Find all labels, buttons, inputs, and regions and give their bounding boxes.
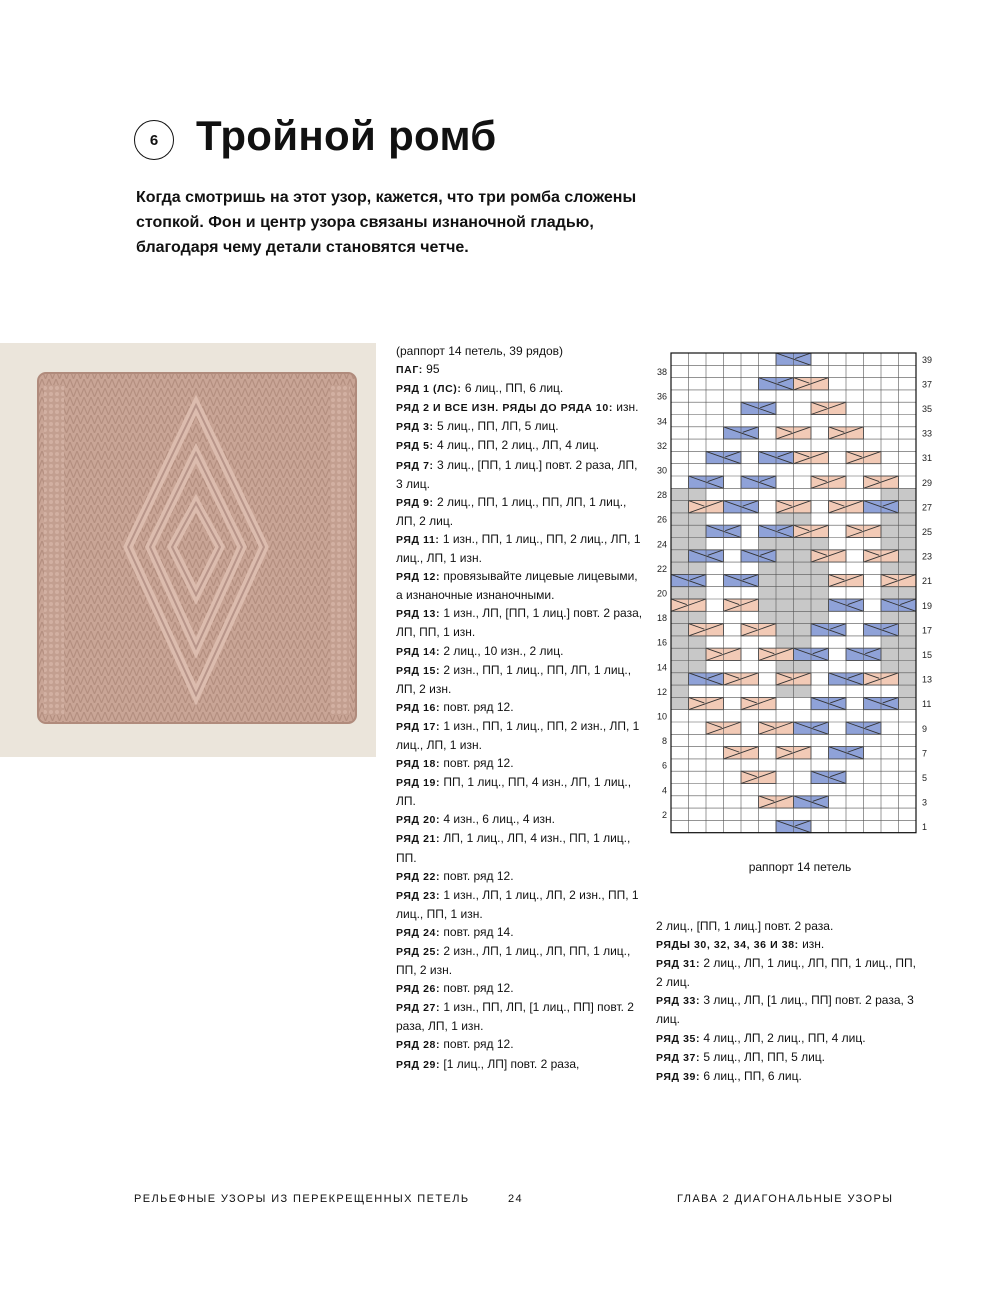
instruction-row-text: 2 лиц., ПП, 1 лиц., ПП, ЛП, 1 лиц., ЛП, 2 лиц. — [396, 494, 627, 528]
instruction-row-text: 6 лиц., ПП, 6 лиц. — [700, 1068, 802, 1083]
instruction-row-label: РЯД 29: — [396, 1058, 441, 1071]
instruction-row-text: 1 изн., ПП, ЛП, [1 лиц., ПП] повт. 2 раза, ЛП, 1 изн. — [396, 1000, 634, 1034]
instruction-row-text: ПП, 1 лиц., ПП, 4 изн., ЛП, 1 лиц., ЛП. — [396, 775, 632, 809]
instruction-row — [396, 923, 646, 942]
instruction-row — [396, 456, 646, 493]
page-number: 24 — [508, 1193, 524, 1205]
instruction-row-text: 2 изн., ЛП, 1 лиц., ЛП, ПП, 1 лиц., ПП, 2 изн. — [396, 944, 631, 978]
right-row-number: 1 — [922, 822, 928, 833]
instruction-row-label: РЯД 15: — [396, 664, 441, 677]
instruction-row-label: РЯД 20: — [396, 814, 441, 827]
right-row-number: 5 — [922, 773, 928, 784]
instruction-row-label: РЯД 23: — [396, 889, 441, 902]
instruction-row-label: РЯД 33: — [656, 995, 701, 1008]
instruction-row-label: РЯД 35: — [656, 1032, 701, 1045]
instruction-row-label: РЯД 19: — [396, 777, 441, 790]
right-row-number: 33 — [922, 428, 933, 439]
left-row-number: 12 — [656, 686, 667, 697]
right-row-number: 9 — [922, 723, 928, 734]
instructions-column-2 — [656, 917, 916, 1086]
instruction-row-label: РЯД 1 (ЛС): — [396, 383, 462, 396]
left-row-number: 38 — [656, 367, 667, 378]
instruction-row-label: РЯД 27: — [396, 1002, 441, 1015]
instruction-row — [396, 810, 646, 829]
right-row-number: 19 — [922, 600, 933, 611]
instruction-row — [396, 398, 646, 417]
instruction-row-text: 2 лиц., ЛП, 1 лиц., ЛП, ПП, 1 лиц., ПП, 2 лиц. — [656, 956, 916, 990]
instruction-row-label: РЯД 28: — [396, 1039, 441, 1052]
instruction-row-label: РЯД 13: — [396, 608, 441, 621]
knitting-chart — [648, 348, 968, 848]
right-row-number: 25 — [922, 527, 933, 538]
left-row-number: 28 — [656, 490, 667, 501]
instruction-row-text: 3 лиц., [ПП, 1 лиц.] повт. 2 раза, ЛП, 3 лиц. — [396, 457, 638, 491]
instruction-row-text: 2 лиц., 10 изн., 2 лиц. — [440, 643, 564, 658]
right-row-number: 35 — [922, 404, 933, 415]
instruction-row-label: РЯД 18: — [396, 758, 441, 771]
instruction-row — [396, 360, 646, 379]
instruction-row-text: повт. ряд 12. — [440, 756, 514, 771]
instruction-row — [396, 829, 646, 866]
chart-caption: раппорт 14 петель — [748, 860, 852, 874]
right-row-number: 31 — [922, 453, 933, 464]
swatch-photo — [0, 343, 376, 757]
instruction-row — [396, 773, 646, 810]
instruction-row-label: РЯД 7: — [396, 459, 434, 472]
instruction-row — [656, 1048, 916, 1067]
instruction-row-label: РЯД 31: — [656, 958, 701, 971]
instruction-row-text: [1 лиц., ЛП] повт. 2 раза, — [440, 1056, 580, 1071]
instruction-row-label: РЯД 5: — [396, 440, 434, 453]
instruction-row-label: РЯД 3: — [396, 421, 434, 434]
instruction-row-text: 1 изн., ЛП, 1 лиц., ЛП, 2 изн., ПП, 1 лиц., ПП, 1 изн. — [396, 887, 639, 921]
instruction-row-label: РЯД 21: — [396, 833, 441, 846]
instruction-row-text: 1 изн., ПП, 1 лиц., ПП, 2 изн., ЛП, 1 лиц., ЛП, 1 изн. — [396, 718, 640, 752]
instruction-row-label: РЯД 12: — [396, 571, 441, 584]
instruction-row-text: 5 лиц., ПП, ЛП, 5 лиц. — [433, 419, 559, 434]
instruction-row-text: повт. ряд 12. — [440, 868, 514, 883]
right-row-number: 11 — [922, 699, 932, 710]
left-row-number: 24 — [656, 539, 667, 550]
instruction-row — [396, 661, 646, 698]
instruction-row-text: 6 лиц., ПП, 6 лиц. — [461, 381, 564, 396]
instruction-row — [396, 567, 646, 604]
left-row-number: 4 — [661, 785, 667, 796]
instruction-row-label: РЯД 2 И ВСЕ ИЗН. РЯДЫ ДО РЯДА 10: — [396, 402, 613, 415]
instruction-row — [396, 530, 646, 567]
instruction-row-text: повт. ряд 12. — [440, 981, 514, 996]
instruction-row — [656, 935, 916, 954]
right-row-number: 23 — [922, 551, 933, 562]
instruction-row-text: ЛП, 1 лиц., ЛП, 4 изн., ПП, 1 лиц., ПП. — [396, 831, 631, 865]
instruction-row — [396, 1035, 646, 1054]
left-row-number: 8 — [661, 736, 667, 747]
instruction-row-label: РЯД 9: — [396, 496, 434, 509]
instruction-row-text: изн. — [798, 937, 825, 952]
instruction-row-text: повт. ряд 12. — [440, 1037, 514, 1052]
instruction-row-label: РЯД 22: — [396, 870, 441, 883]
right-row-number: 15 — [922, 650, 933, 661]
right-row-number: 39 — [922, 354, 933, 365]
instruction-row — [396, 698, 646, 717]
instruction-row — [656, 954, 916, 991]
left-row-number: 34 — [656, 416, 667, 427]
right-row-number: 3 — [922, 797, 928, 808]
right-row-number: 29 — [922, 477, 933, 488]
instruction-row-label: РЯД 39: — [656, 1070, 701, 1083]
left-row-number: 6 — [661, 760, 667, 771]
instruction-row-label: РЯД 26: — [396, 983, 441, 996]
instruction-row-text: 4 лиц., ЛП, 2 лиц., ПП, 4 лиц. — [700, 1030, 866, 1045]
instruction-row-text: 5 лиц., ЛП, ПП, 5 лиц. — [700, 1049, 825, 1064]
page-title: Тройной ромб — [196, 112, 497, 159]
right-row-number: 21 — [922, 576, 933, 587]
pattern-number-badge — [134, 120, 174, 160]
instruction-row-text: 2 лиц., [ПП, 1 лиц.] повт. 2 раза. — [656, 919, 834, 933]
instruction-row-text: 2 изн., ПП, 1 лиц., ПП, ЛП, 1 лиц., ЛП, 2 изн. — [396, 662, 632, 696]
instruction-row-text: изн. — [612, 400, 639, 415]
instruction-row — [396, 436, 646, 455]
right-row-number: 7 — [922, 748, 928, 759]
instruction-row-label: РЯД 37: — [656, 1051, 701, 1064]
left-row-number: 26 — [656, 514, 667, 525]
instruction-row — [396, 1055, 646, 1074]
instruction-row — [396, 754, 646, 773]
instruction-row — [396, 886, 646, 923]
instruction-row — [396, 493, 646, 530]
instruction-row — [396, 642, 646, 661]
instruction-row — [396, 942, 646, 979]
right-row-number: 13 — [922, 674, 933, 685]
instruction-row-label: РЯД 25: — [396, 946, 441, 958]
instruction-row — [396, 604, 646, 641]
instruction-row — [396, 998, 646, 1035]
instruction-row-text: 95 — [422, 362, 440, 377]
right-row-number: 17 — [922, 625, 933, 636]
instruction-row — [656, 917, 916, 935]
instruction-row-text: провязывайте лицевые лицевыми, а изнаночные изнаночными. — [396, 569, 638, 603]
instruction-row-text: повт. ряд 12. — [440, 699, 514, 714]
instruction-row-text: 4 изн., 6 лиц., 4 изн. — [440, 812, 555, 827]
instruction-row-text: 3 лиц., ЛП, [1 лиц., ПП] повт. 2 раза, 3 лиц. — [656, 993, 914, 1027]
footer-chapter: ГЛАВА 2 ДИАГОНАЛЬНЫЕ УЗОРЫ — [677, 1193, 894, 1205]
knitted-swatch-image — [0, 343, 376, 757]
instruction-row-label: РЯДЫ 30, 32, 34, 36 И 38: — [656, 939, 799, 952]
instruction-row — [656, 1029, 916, 1048]
left-row-number: 22 — [656, 563, 667, 574]
left-row-number: 20 — [656, 588, 667, 599]
instructions-column-1 — [396, 342, 646, 1074]
instruction-row-label: РЯД 24: — [396, 926, 441, 939]
intro-text: Когда смотришь на этот узор, кажется, что три ромба сложены стопкой. Фон и центр узора связаны изнаночной гладью, благодаря чему детали становятся четче. — [136, 189, 637, 256]
instruction-row-text: 1 изн., ПП, 1 лиц., ПП, 2 лиц., ЛП, 1 лиц., ЛП, 1 изн. — [396, 531, 641, 566]
instruction-row-label: РЯД 14: — [396, 645, 441, 658]
instruction-row — [396, 867, 646, 886]
footer-book-title: РЕЛЬЕФНЫЕ УЗОРЫ ИЗ ПЕРЕКРЕЩЕННЫХ ПЕТЕЛЬ — [134, 1193, 470, 1205]
instruction-row-text: (раппорт 14 петель, 39 рядов) — [396, 344, 564, 358]
instruction-row-label: ПАГ: — [396, 364, 423, 377]
instruction-row-text: 4 лиц., ПП, 2 лиц., ЛП, 4 лиц. — [433, 438, 600, 453]
instruction-row — [396, 342, 646, 360]
instruction-row — [396, 379, 646, 398]
right-row-number: 37 — [922, 379, 933, 390]
left-row-number: 30 — [656, 465, 667, 476]
right-row-number: 27 — [922, 502, 933, 513]
left-row-number: 14 — [656, 662, 667, 673]
left-row-number: 36 — [656, 391, 667, 402]
left-row-number: 10 — [656, 711, 667, 722]
instruction-row — [396, 417, 646, 436]
left-row-number: 2 — [661, 809, 667, 820]
instruction-row — [656, 991, 916, 1028]
instruction-row — [656, 1067, 916, 1086]
pattern-number: 6 — [149, 131, 159, 149]
left-row-number: 18 — [656, 613, 667, 624]
instruction-row — [396, 979, 646, 998]
instruction-row-text: повт. ряд 14. — [440, 924, 514, 939]
left-row-number: 16 — [656, 637, 667, 648]
instruction-row-label: РЯД 11: — [396, 533, 440, 546]
left-row-number: 32 — [656, 440, 667, 451]
instruction-row-text: 1 изн., ЛП, [ПП, 1 лиц.] повт. 2 раза, ЛП, ПП, 1 изн. — [396, 606, 643, 640]
instruction-row-label: РЯД 16: — [396, 701, 441, 714]
instruction-row-label: РЯД 17: — [396, 720, 441, 733]
instruction-row — [396, 717, 646, 754]
